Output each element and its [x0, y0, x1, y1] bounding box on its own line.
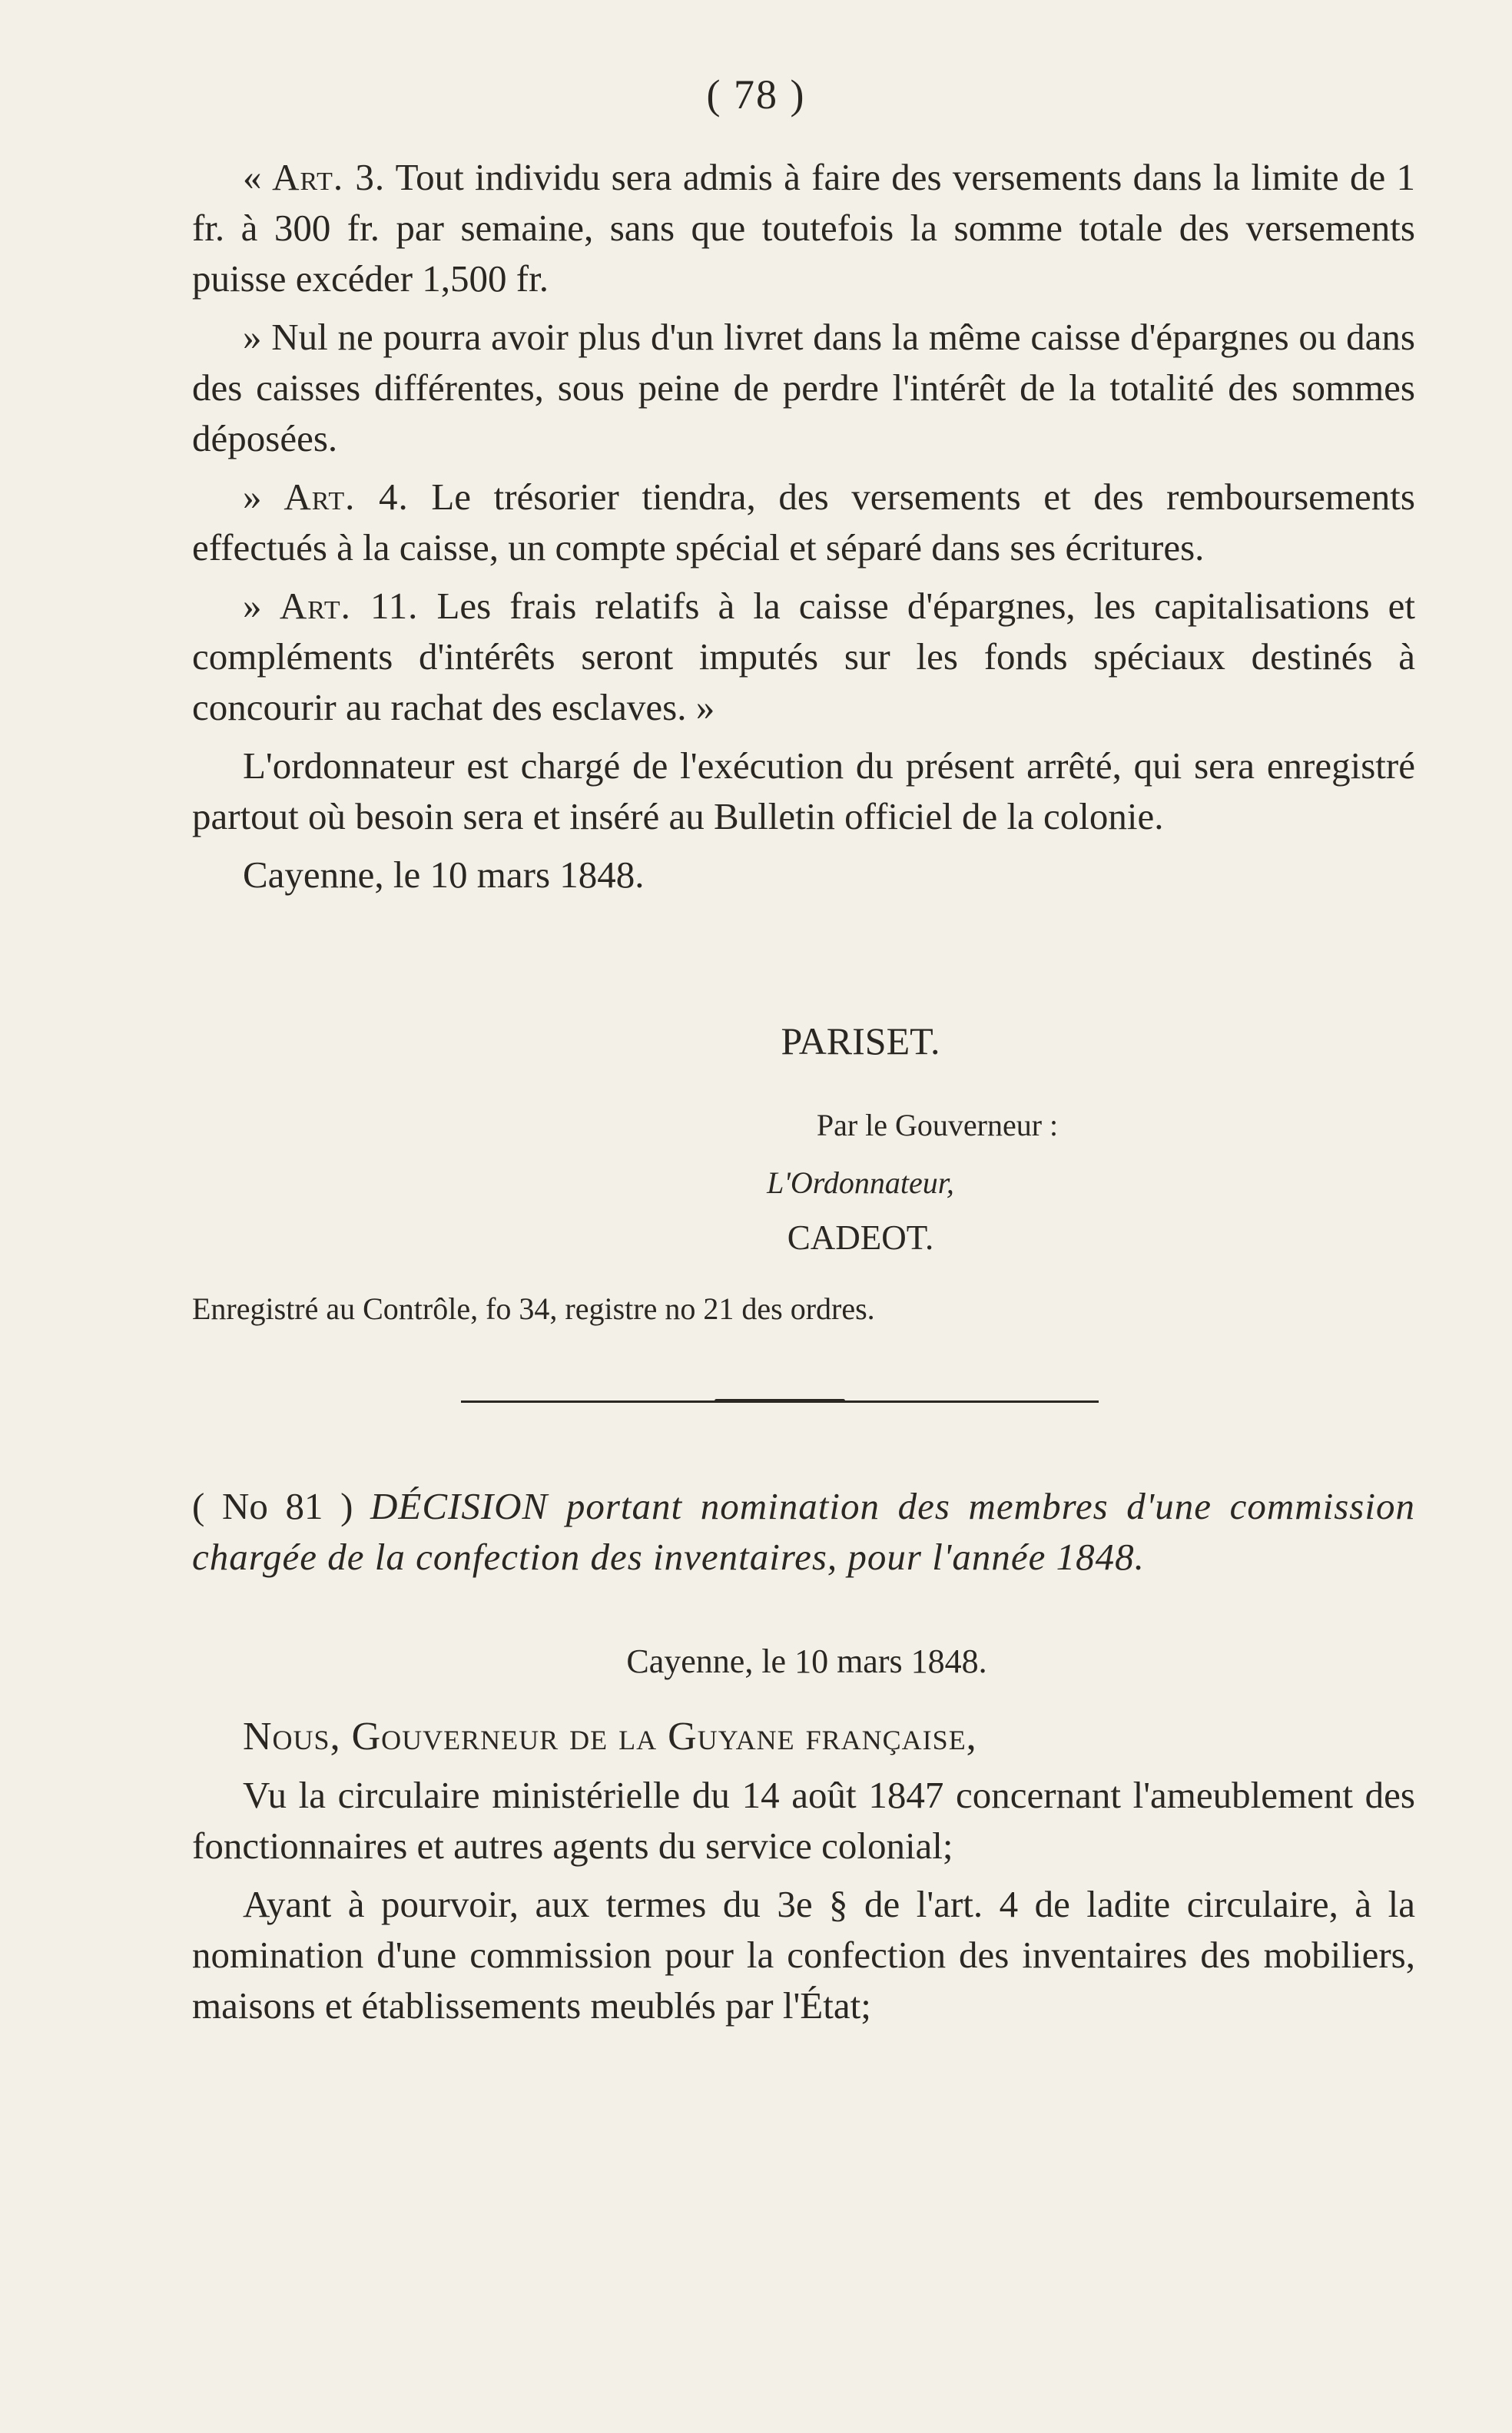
decision-preamble: Nous, Gouverneur de la Guyane française,	[243, 1715, 977, 1758]
article-3-paragraph-2: » Nul ne pourra avoir plus d'un livret dans la même caisse d'épargnes ou dans des caisses différentes, sous peine de perdre l'intérêt de la totalité des sommes déposées.	[192, 316, 1415, 459]
decision-number: ( No 81 )	[192, 1485, 353, 1527]
decision-ayant: Ayant à pourvoir, aux termes du 3e § de l'art. 4 de ladite circulaire, à la nomination d'une commission pour la confection des inventaires des mobiliers, maisons et établissements meublés par l'État;	[192, 1883, 1415, 2027]
article-3-label: « Art. 3.	[243, 156, 386, 198]
decision-body	[192, 1712, 1415, 2031]
article-11-label: » Art. 11.	[243, 585, 419, 627]
article-11	[192, 581, 1415, 733]
place-date: Cayenne, le 10 mars 1848.	[243, 854, 645, 896]
article-3	[192, 152, 1415, 304]
article-11-text: Les frais relatifs à la caisse d'épargnes, les capitalisations et compléments d'intérêts seront imputés sur les fonds spéciaux destinés à concourir au rachat des esclaves. »	[192, 585, 1415, 728]
registration-note: Enregistré au Contrôle, fo 34, registre no 21 des ordres.	[192, 1291, 875, 1326]
governor-signature: PARISET.	[781, 1019, 940, 1062]
article-4	[192, 472, 1415, 573]
decision-heading	[192, 1481, 1415, 1583]
article-4-text: Le trésorier tiendra, des versements et des remboursements effectués à la caisse, un compte spécial et séparé dans ses écritures.	[192, 476, 1415, 568]
ordonnateur-signature: CADEOT.	[787, 1218, 934, 1257]
page-number: ( 78 )	[706, 71, 806, 118]
section-divider	[461, 1400, 1099, 1403]
by-governor-label: Par le Gouverneur :	[816, 1108, 1059, 1142]
decision-date: Cayenne, le 10 mars 1848.	[626, 1642, 987, 1680]
decision-title: DÉCISION portant nomination des membres d'une commission chargée de la confection des inventaires, pour l'année 1848.	[192, 1485, 1415, 1578]
ordonnateur-title: L'Ordonnateur,	[767, 1165, 954, 1200]
execution-clause: L'ordonnateur est chargé de l'exécution du présent arrêté, qui sera enregistré partout où besoin sera et inséré au Bulletin officiel de la colonie.	[192, 744, 1415, 837]
decision-vu: Vu la circulaire ministérielle du 14 août 1847 concernant l'ameublement des fonctionnaires et autres agents du service colonial;	[192, 1774, 1415, 1867]
article-3-text: Tout individu sera admis à faire des versements dans la limite de 1 fr. à 300 fr. par semaine, sans que toutefois la somme totale des versements puisse excéder 1,500 fr.	[192, 156, 1415, 300]
article-4-label: » Art. 4.	[243, 476, 409, 518]
quoted-articles	[192, 152, 1415, 900]
